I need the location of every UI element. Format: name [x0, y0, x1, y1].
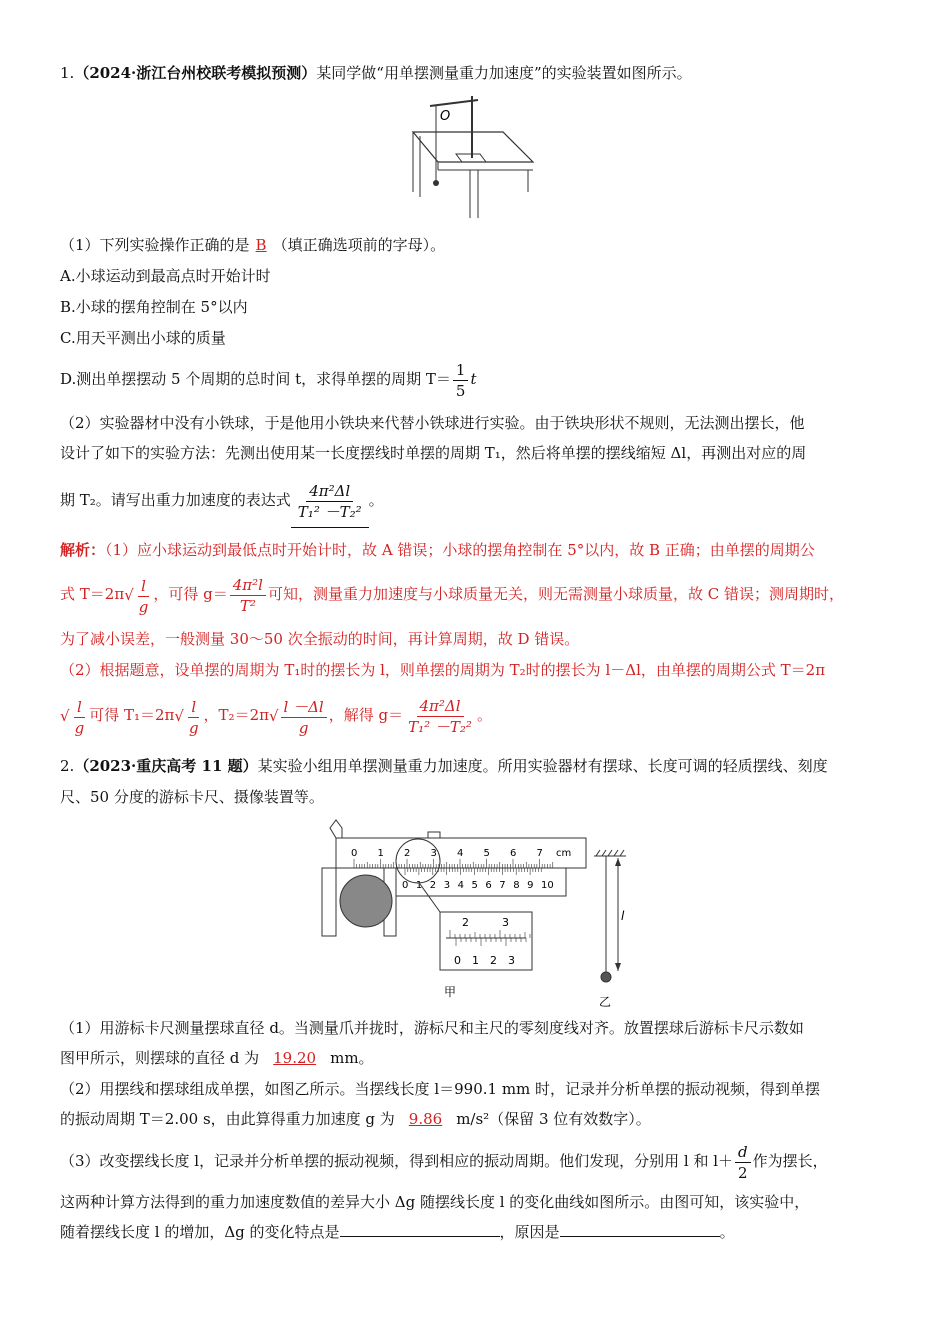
answer-blank-2[interactable] — [560, 1221, 720, 1237]
q2-p3-l3-mid: ，原因是 — [499, 1223, 560, 1241]
rad2-den: g — [188, 718, 199, 737]
q1-p2-line2: 设计了如下的实验方法：先测出使用某一长度摆线时单摆的周期 T₁，然后将单摆的摆线缩短 Δl，再测出对应的周 — [60, 444, 807, 462]
fig-length-label: l — [621, 909, 625, 923]
vernier-tick-label: 8 — [513, 880, 520, 891]
rad1-num: l — [74, 697, 85, 718]
sqrt-l-over-g: √ $\frac{l}{g}$ — [124, 571, 153, 619]
q2-caliper-figure — [316, 816, 636, 1012]
q2-source: （2023·重庆高考 11 题） — [74, 757, 258, 775]
q1-p2-answer-fraction — [295, 481, 365, 522]
figure-label-jia: 甲 — [444, 985, 457, 999]
q2-p2-unit: m/s²（保留 3 位有效数字）。 — [456, 1110, 651, 1128]
q1-option-d — [60, 356, 477, 402]
q1-option-c: C.用天平测出小球的质量 — [60, 329, 226, 347]
q1-p1-tail: （填正确选项前的字母）。 — [272, 236, 446, 254]
sol1-l2-c: 可知，测量重力加速度与小球质量无关，则无需测量小球质量，故 C 错误；测周期时， — [267, 585, 844, 603]
d-den: 2 — [738, 1163, 748, 1182]
main-tick-label: 1 — [377, 848, 384, 859]
g-fraction-2 — [405, 696, 475, 737]
zoom-main-label: 2 — [462, 916, 469, 929]
vernier-tick-label: 9 — [527, 880, 534, 891]
main-tick-label: 2 — [404, 848, 411, 859]
vernier-tick-label: 2 — [429, 880, 437, 891]
rad1-den: g — [74, 718, 85, 737]
g-fraction — [230, 575, 266, 616]
sol1-l2-b: ，可得 g＝ — [153, 585, 228, 603]
q1-number: 1. — [60, 64, 75, 82]
rad2-num: l — [188, 697, 199, 718]
q2-part1-line2 — [60, 1047, 374, 1069]
d-over-2-fraction — [735, 1142, 751, 1183]
zoom-vernier-label: 3 — [508, 954, 515, 967]
q1-solution-line3: 为了减小误差，一般测量 30～50 次全振动的时间，再计算周期，故 D 错误。 — [60, 630, 580, 648]
q2-p3-l1-tail: 作为摆长， — [752, 1152, 828, 1170]
zoom-vernier-label: 1 — [472, 954, 479, 967]
sol2-l2-c: ，解得 g＝ — [328, 706, 404, 724]
q2-p3-l1-text: （3）改变摆线长度 l，记录并分析单摆的振动视频，得到相应的振动周期。他们发现，分别用 l 和 l＋ — [60, 1152, 734, 1170]
vernier-tick-label: 6 — [485, 880, 492, 891]
q2-p1-unit: mm。 — [330, 1049, 374, 1067]
q1-part1 — [60, 234, 445, 256]
optd-tail: t — [470, 370, 477, 388]
p2-ans-den: T₁² －T₂² — [297, 503, 362, 521]
figure-label-yi: 乙 — [599, 995, 612, 1009]
q1-p2-line3 — [60, 474, 384, 528]
zoom-vernier-label: 0 — [454, 954, 461, 967]
q2-stem-line2: 尺、50 分度的游标卡尺、摄像装置等。 — [60, 788, 324, 806]
q2-stem-line1 — [60, 755, 828, 777]
main-tick-label: 0 — [351, 848, 358, 859]
q1-pendulum-figure — [408, 92, 538, 222]
q1-optd-text: D.测出单摆摆动 5 个周期的总时间 t，求得单摆的周期 T＝ — [60, 370, 451, 388]
g-den: T² — [239, 596, 256, 615]
vernier-tick-label: 10 — [541, 880, 554, 891]
vernier-tick-label: 1 — [415, 880, 423, 891]
main-tick-label: 3 — [430, 848, 437, 859]
q2-part2-line1: （2）用摆线和摆球组成单摆，如图乙所示。当摆线长度 l＝990.1 mm 时，记录并分析单摆的振动视频，得到单摆 — [60, 1080, 821, 1098]
rad-num: l — [138, 576, 149, 597]
d-num: d — [735, 1142, 751, 1163]
sol1-l1: （1）应小球运动到最低点时开始计时，故 A 错误；小球的摆角控制在 5°以内，故 B 正确；由单摆的周期公 — [105, 541, 815, 559]
q2-p1-l2-text: 图甲所示，则摆球的直径 d 为 — [60, 1049, 260, 1067]
sol2-l2-b: ，T₂＝2π — [203, 706, 269, 724]
sqrt-l-g-2: √ $\frac{l}{g}$ — [174, 691, 203, 741]
main-tick-label: 5 — [483, 848, 490, 859]
zoom-vernier-label: 2 — [490, 954, 497, 967]
q1-solution2-line1: （2）根据题意，设单摆的周期为 T₁时的摆长为 l，则单摆的周期为 T₂时的摆长为 l－Δl，由单摆的周期公式 T＝2π — [60, 661, 826, 679]
q2-part3-line2: 这两种计算方法得到的重力加速度数值的差异大小 Δg 随摆线长度 l 的变化曲线如图所示。由图可知，该实验中， — [60, 1193, 810, 1211]
sol2-l2-a: 可得 T₁＝2π — [89, 706, 175, 724]
q2-p1-answer: 19.20 — [273, 1049, 317, 1067]
q2-p3-l3-tail: 。 — [719, 1223, 735, 1241]
q2-part1-line1: （1）用游标卡尺测量摆球直径 d。当测量爪并拢时，游标尺和主尺的零刻度线对齐。放置摆球后游标卡尺示数如 — [60, 1019, 804, 1037]
q2-part2-line2 — [60, 1108, 651, 1130]
q1-solution2-line2 — [60, 690, 492, 741]
main-tick-label: 7 — [536, 848, 543, 859]
solution-label: 解析： — [60, 541, 106, 559]
g2-den: T₁² －T₂² — [408, 717, 472, 736]
vernier-tick-label: 3 — [443, 880, 451, 891]
rad3-den: g — [298, 718, 309, 737]
vernier-tick-label: 7 — [499, 880, 506, 891]
sqrt-ldl-g: √ $\frac{l -\Delta l}{g}$ — [269, 691, 329, 741]
q1-p1-text: （1）下列实验操作正确的是 — [60, 236, 250, 254]
cm-unit: cm — [556, 848, 572, 859]
q2-part3-line1 — [60, 1138, 828, 1184]
q1-option-a: A.小球运动到最高点时开始计时 — [60, 267, 271, 285]
g2-num: 4π²Δl — [417, 696, 464, 717]
vernier-tick-label: 4 — [457, 880, 464, 891]
vernier-tick-label: 5 — [471, 880, 478, 891]
vernier-scale-labels — [402, 868, 554, 891]
q1-p2-l3-text: 期 T₂。请写出重力加速度的表达式 — [60, 491, 291, 509]
q1-p2-l3-tail: 。 — [368, 491, 384, 509]
vernier-tick-label: 0 — [402, 880, 409, 891]
sol1-l2-a: 式 T＝2π — [60, 585, 125, 603]
q1-solution-line1 — [60, 539, 815, 561]
q1-option-b: B.小球的摆角控制在 5°以内 — [60, 298, 248, 316]
q2-part3-line3 — [60, 1221, 735, 1243]
sol2-l2-d: 。 — [476, 706, 492, 724]
main-tick-label: 6 — [510, 848, 517, 859]
q1-p1-answer: B — [255, 236, 267, 254]
q1-stem-line — [60, 62, 692, 84]
q1-stem: 某同学做“用单摆测量重力加速度”的实验装置如图所示。 — [316, 64, 692, 82]
q2-stem-l1: 某实验小组用单摆测量重力加速度。所用实验器材有摆球、长度可调的轻质摆线、刻度 — [257, 757, 828, 775]
sqrt-l-g-1: √ $\frac{l}{g}$ — [60, 691, 89, 741]
rad-den: g — [138, 597, 149, 616]
optd-den: 5 — [455, 381, 466, 400]
main-scale-ticks — [354, 859, 553, 868]
main-tick-label: 4 — [457, 848, 464, 859]
q2-p3-l3-text: 随着摆线长度 l 的增加，Δg 的变化特点是 — [60, 1223, 340, 1241]
q2-p2-l2-text: 的振动周期 T＝2.00 s，由此算得重力加速度 g 为 — [60, 1110, 395, 1128]
answer-blank-1[interactable] — [340, 1221, 500, 1237]
rad3-num: l －Δl — [281, 697, 327, 718]
zoom-main-label: 3 — [502, 916, 509, 929]
q1-source: （2024·浙江台州校联考模拟预测） — [74, 64, 317, 82]
q2-p2-answer: 9.86 — [408, 1110, 443, 1128]
q1-p2-line1: （2）实验器材中没有小铁球，于是他用小铁块来代替小铁球进行实验。由于铁块形状不规则，无法测出摆长，他 — [60, 414, 805, 432]
g-num: 4π²l — [230, 575, 266, 596]
fig-label-o: O — [440, 109, 451, 124]
main-scale-labels — [351, 848, 543, 859]
p2-ans-num: 4π²Δl — [306, 481, 353, 502]
q2-number: 2. — [60, 757, 75, 775]
q1-solution-line2 — [60, 570, 844, 619]
optd-num: 1 — [453, 360, 469, 381]
q1-optd-fraction — [453, 360, 469, 401]
